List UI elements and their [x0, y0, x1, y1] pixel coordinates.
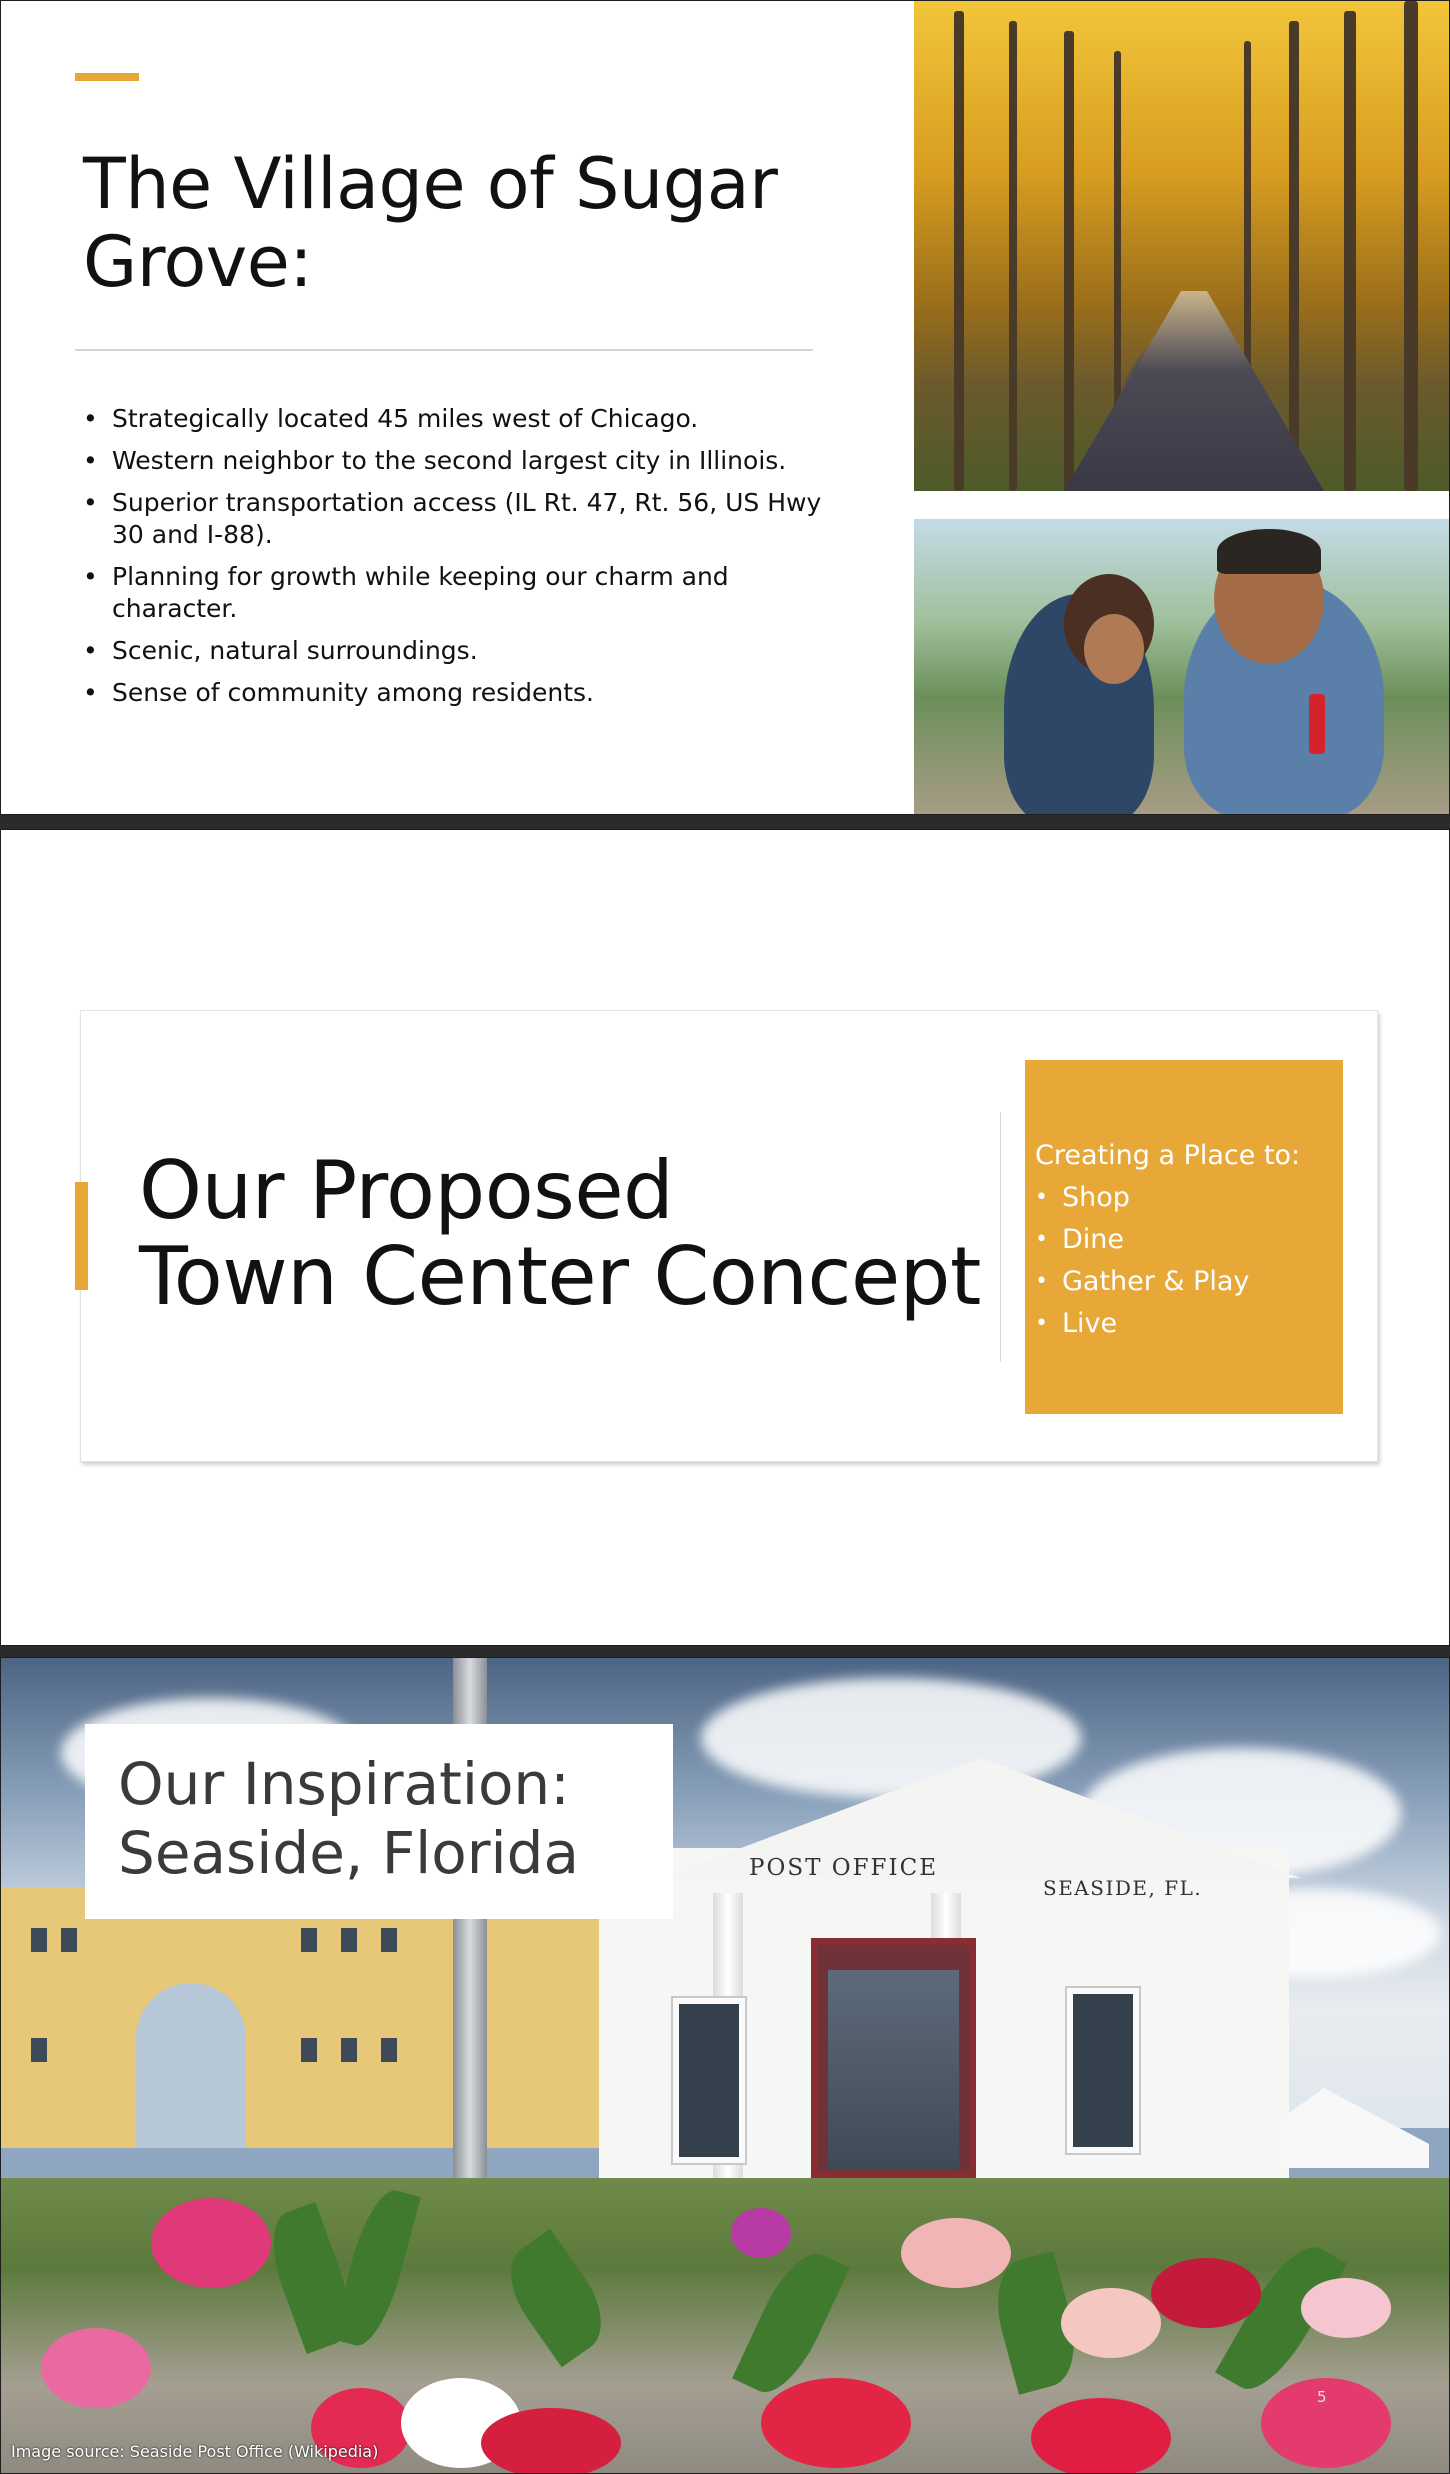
- title-divider: [75, 349, 813, 351]
- bullet-item: • Superior transportation access (IL Rt. 47, Rt. 56, US Hwy 30 and I-88).: [83, 487, 823, 551]
- window: [673, 1998, 745, 2163]
- box-item: • Shop: [1035, 1177, 1333, 1219]
- bullet-item: • Western neighbor to the second largest city in Illinois.: [83, 445, 823, 477]
- box-item: • Gather & Play: [1035, 1261, 1333, 1303]
- box-item: • Dine: [1035, 1219, 1333, 1261]
- box-item: • Live: [1035, 1303, 1333, 1345]
- slide-title: [139, 1144, 999, 1323]
- place-to-box: [1025, 1060, 1343, 1414]
- father-child-bubbles-photo: [914, 519, 1450, 815]
- title-line: Seaside, Florida: [118, 1819, 580, 1887]
- box-lead: Creating a Place to:: [1035, 1140, 1301, 1171]
- slide-title: [118, 1750, 579, 1888]
- accent-bar: [75, 73, 139, 81]
- bullet-item: • Planning for growth while keeping our charm and character.: [83, 561, 823, 625]
- door-glass: [828, 1970, 959, 2170]
- slide-seaside-inspiration: [0, 1657, 1450, 2474]
- title-line: Town Center Concept: [139, 1230, 981, 1323]
- garden-foreground: [1, 2178, 1450, 2474]
- post-office-sign: POST OFFICE: [749, 1855, 938, 1881]
- window: [1067, 1988, 1139, 2153]
- slide-sugar-grove: [0, 0, 1450, 815]
- vertical-divider: [1000, 1112, 1001, 1362]
- title-line: Our Proposed: [139, 1144, 674, 1237]
- page-number: 5: [1317, 2388, 1327, 2406]
- bullet-list: [83, 403, 823, 719]
- title-line: Our Inspiration:: [118, 1750, 570, 1818]
- image-caption: Image source: Seaside Post Office (Wikipedia): [11, 2442, 379, 2461]
- slide-title: The Village of Sugar Grove:: [83, 143, 778, 303]
- box-list: [1035, 1177, 1333, 1345]
- bullet-item: • Strategically located 45 miles west of Chicago.: [83, 403, 823, 435]
- bullet-item: • Sense of community among residents.: [83, 677, 823, 709]
- slide-town-center-concept: [0, 829, 1450, 1646]
- title-box: [85, 1724, 673, 1919]
- accent-bar: [75, 1182, 88, 1290]
- yellow-building: [1, 1888, 611, 2148]
- bullet-item: • Scenic, natural surroundings.: [83, 635, 823, 667]
- autumn-forest-path-photo: [914, 1, 1450, 491]
- seaside-sign: SEASIDE, FL.: [1043, 1876, 1203, 1900]
